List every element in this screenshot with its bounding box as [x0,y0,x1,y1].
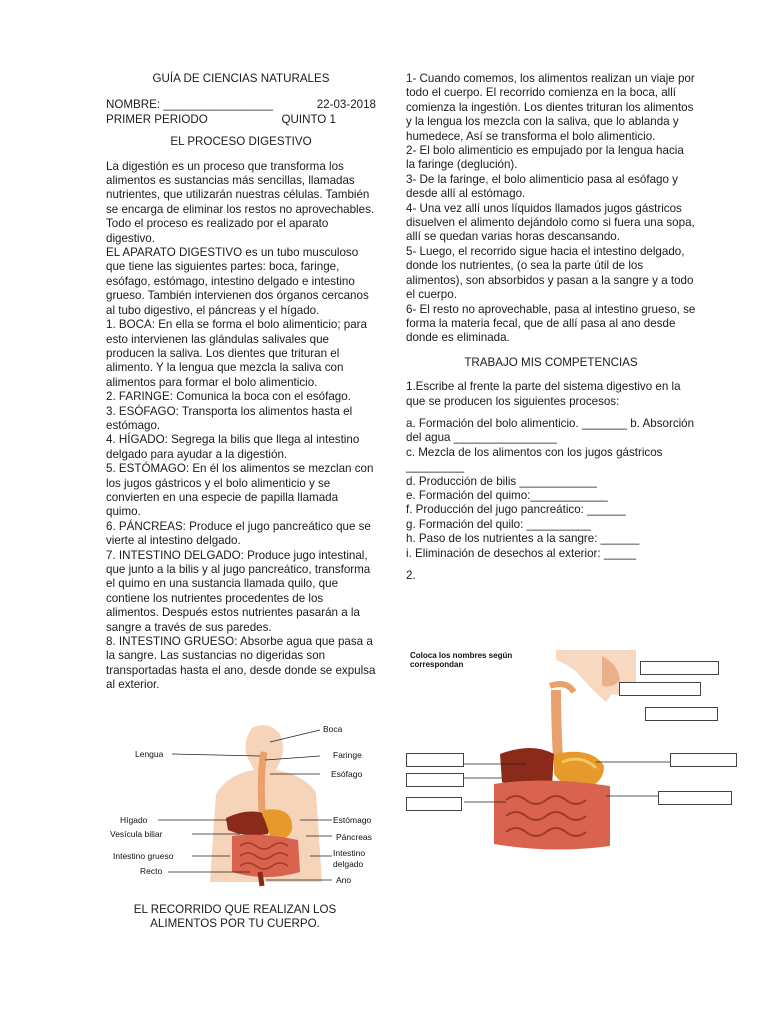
right-paragraph: 1- Cuando comemos, los alimentos realizan un viaje por todo el cuerpo. El recorrido comienza en la boca, allí comienza la ingestión. Los dientes trituran los alimentos y la lengua los mezcla con la saliva, que lo ablanda y humedece, Así se transforma el bolo alimenticio. [406,72,695,143]
caption-line-2: ALIMENTOS POR TU CUERPO. [150,917,320,931]
left-paragraph: La digestión es un proceso que transforma los alimentos es sustancias más sencillas, llamadas nutrientes, que utilizarán nuestras células. También se encarga de eliminar los restos no aprovechables. Todo el proceso es realizado por el aparato digestivo. [106,159,375,245]
grade: QUINTO 1 [281,112,336,126]
name-date-row [106,98,376,112]
label-pancreas: Páncreas [336,832,372,842]
left-paragraph: 3. ESÓFAGO: Transporta los alimentos hasta el estómago. [106,404,353,432]
answer-box[interactable] [406,797,462,811]
right-paragraph: 4- Una vez allí unos líquidos llamados jugos gástricos disuelven el alimento dejándolo como si fuera una sopa, allí se quedan varias horas descansando. [406,201,695,244]
right-column [406,72,696,583]
section-title: EL PROCESO DIGESTIVO [170,135,312,149]
digestive-figure-2 [406,650,766,850]
label-recto: Recto [140,866,163,876]
activity-item: e. Formación del quimo:____________ [406,488,608,502]
answer-box[interactable] [670,753,737,767]
label-lengua: Lengua [135,749,164,759]
answer-box[interactable] [658,791,732,805]
left-paragraph: 5. ESTÓMAGO: En él los alimentos se mezclan con los jugos gástricos y el bolo alimenticio y se convierten en una especie de papilla llamada quimo. [106,462,374,519]
figure-2-caption: Coloca los nombres según correspondan [410,651,513,669]
activity-item: g. Formación del quilo: __________ [406,517,591,531]
right-paragraph: 3- De la faringe, el bolo alimenticio pasa al esófago y desde allí al estómago. [406,172,678,201]
left-paragraph: 7. INTESTINO DELGADO: Produce jugo intestinal, que junto a la bilis y al jugo pancreático, transforma el quimo en una sustancia llamada quilo, que contiene los nutrientes procedentes de los alimentos. Después estos nutrientes pasarán a la sangre a través de sus paredes. [106,548,371,634]
activity-item: h. Paso de los nutrientes a la sangre: ______ [406,532,640,546]
document-title: GUÍA DE CIENCIAS NATURALES [152,72,330,85]
activity-item: d. Producción de bilis ____________ [406,474,597,488]
label-intestino-delgado-1: Intestino [333,848,366,858]
right-paragraph: 2- El bolo alimenticio es empujado por la lengua hacia la faringe (deglución). [406,144,684,172]
left-paragraph: 4. HÍGADO: Segrega la bilis que llega al intestino delgado para ayudar a la digestión. [106,433,360,461]
activity-item: a. Formación del bolo alimenticio. _______ b. Absorción del agua ________________ [406,416,695,445]
label-estomago: Estómago [333,815,372,825]
label-higado: Hígado [120,815,148,825]
left-paragraph: 6. PÁNCREAS: Produce el jugo pancreático que se vierte al intestino delgado. [106,519,371,548]
left-paragraph: 1. BOCA: En ella se forma el bolo alimenticio; para esto intervienen las glándulas salivales que producen la saliva. Los dientes que trituran el alimento. Y la lengua que mezcla la saliva con alimentos para formar el bolo alimenticio. [106,318,367,389]
name-label: NOMBRE: _________________ [106,98,273,112]
left-column [106,72,376,693]
date: 22-03-2018 [316,98,376,112]
activity-item: c. Mezcla de los alimentos con los jugos gástricos _________ [406,445,663,474]
activity-item: f. Producción del jugo pancreático: ______ [406,503,626,517]
answer-box[interactable] [406,753,464,767]
right-paragraph: 6- El resto no aprovechable, pasa al intestino grueso, se forma la materia fecal, que de allí pasa al ano desde donde es eliminada. [406,302,696,345]
left-paragraph: 8. INTESTINO GRUESO: Absorbe agua que pasa a la sangre. Las sustancias no digeridas son transportadas hasta el ano, desde donde se expulsa al exterior. [106,635,376,692]
answer-box[interactable] [640,661,719,675]
activity-instruction: 1.Escribe al frente la parte del sistema digestivo en la que se producen los siguientes procesos: [406,380,681,408]
activity-title: TRABAJO MIS COMPETENCIAS [464,355,638,369]
left-paragraph: EL APARATO DIGESTIVO es un tubo musculoso que tiene las siguientes partes: boca, faringe, esófago, estómago, intestino delgado e intestino grueso. También intervienen dos órganos cercanos al tubo digestivo, el páncreas y el hígado. [106,246,369,317]
period-grade-row [106,113,376,127]
answer-box[interactable] [645,707,718,721]
label-intestino-grueso: Intestino grueso [113,851,174,861]
label-ano: Ano [336,875,352,885]
activity-item: i. Eliminación de desechos al exterior: _____ [406,546,637,560]
label-vesicula-biliar: Vesícula biliar [110,829,163,839]
right-paragraph: 5- Luego, el recorrido sigue hacia el intestino delgado, donde los nutrientes, (o sea la parte útil de los alimentos), son absorbidos y pasan a la sangre y a todo el cuerpo. [406,244,694,302]
figure-1-caption [120,903,350,932]
label-intestino-delgado-2: delgado [333,859,364,869]
question-2: 2. [406,569,416,582]
label-faringe: Faringe [333,750,362,760]
label-boca: Boca [323,724,343,734]
label-esofago: Esófago [331,769,363,779]
period: PRIMER PERIODO [106,112,208,126]
caption-line-1: EL RECORRIDO QUE REALIZAN LOS [133,903,337,916]
answer-box[interactable] [406,773,464,787]
left-paragraph: 2. FARINGE: Comunica la boca con el esófago. [106,390,351,404]
answer-box[interactable] [619,682,701,696]
